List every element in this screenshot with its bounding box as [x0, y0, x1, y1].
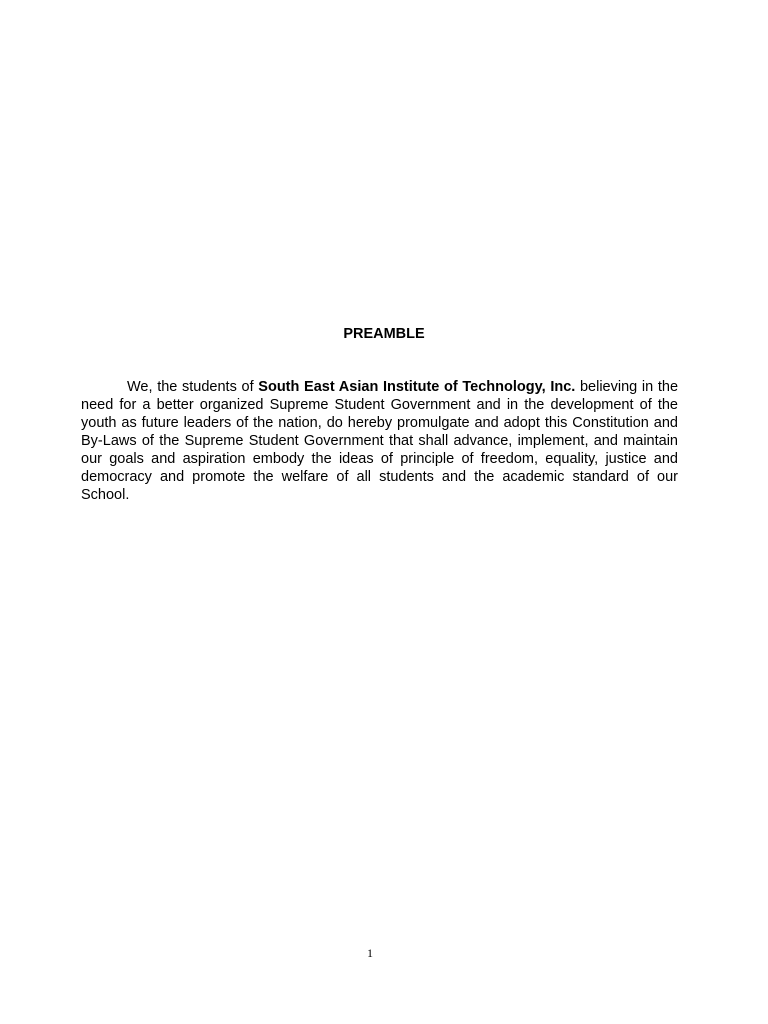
page-number: 1 [367, 946, 373, 960]
preamble-body [81, 378, 678, 504]
preamble-paragraph [81, 378, 678, 504]
page-title: PREAMBLE [343, 326, 425, 342]
preamble-lead: We, the students of [127, 379, 259, 395]
institution-name: South East Asian Institute of Technology, Inc. [258, 379, 576, 395]
preamble-rest: believing in the need for a better organized Supreme Student Government and in the development of the youth as future leaders of the nation, do hereby promulgate and adopt this Constitution and By-Laws of the Supreme Student Government that shall advance, implement, and maintain our goals and aspiration embody the ideas of principle of freedom, equality, justice and democracy and promote the welfare of all students and the academic standard of our School. [81, 379, 679, 503]
